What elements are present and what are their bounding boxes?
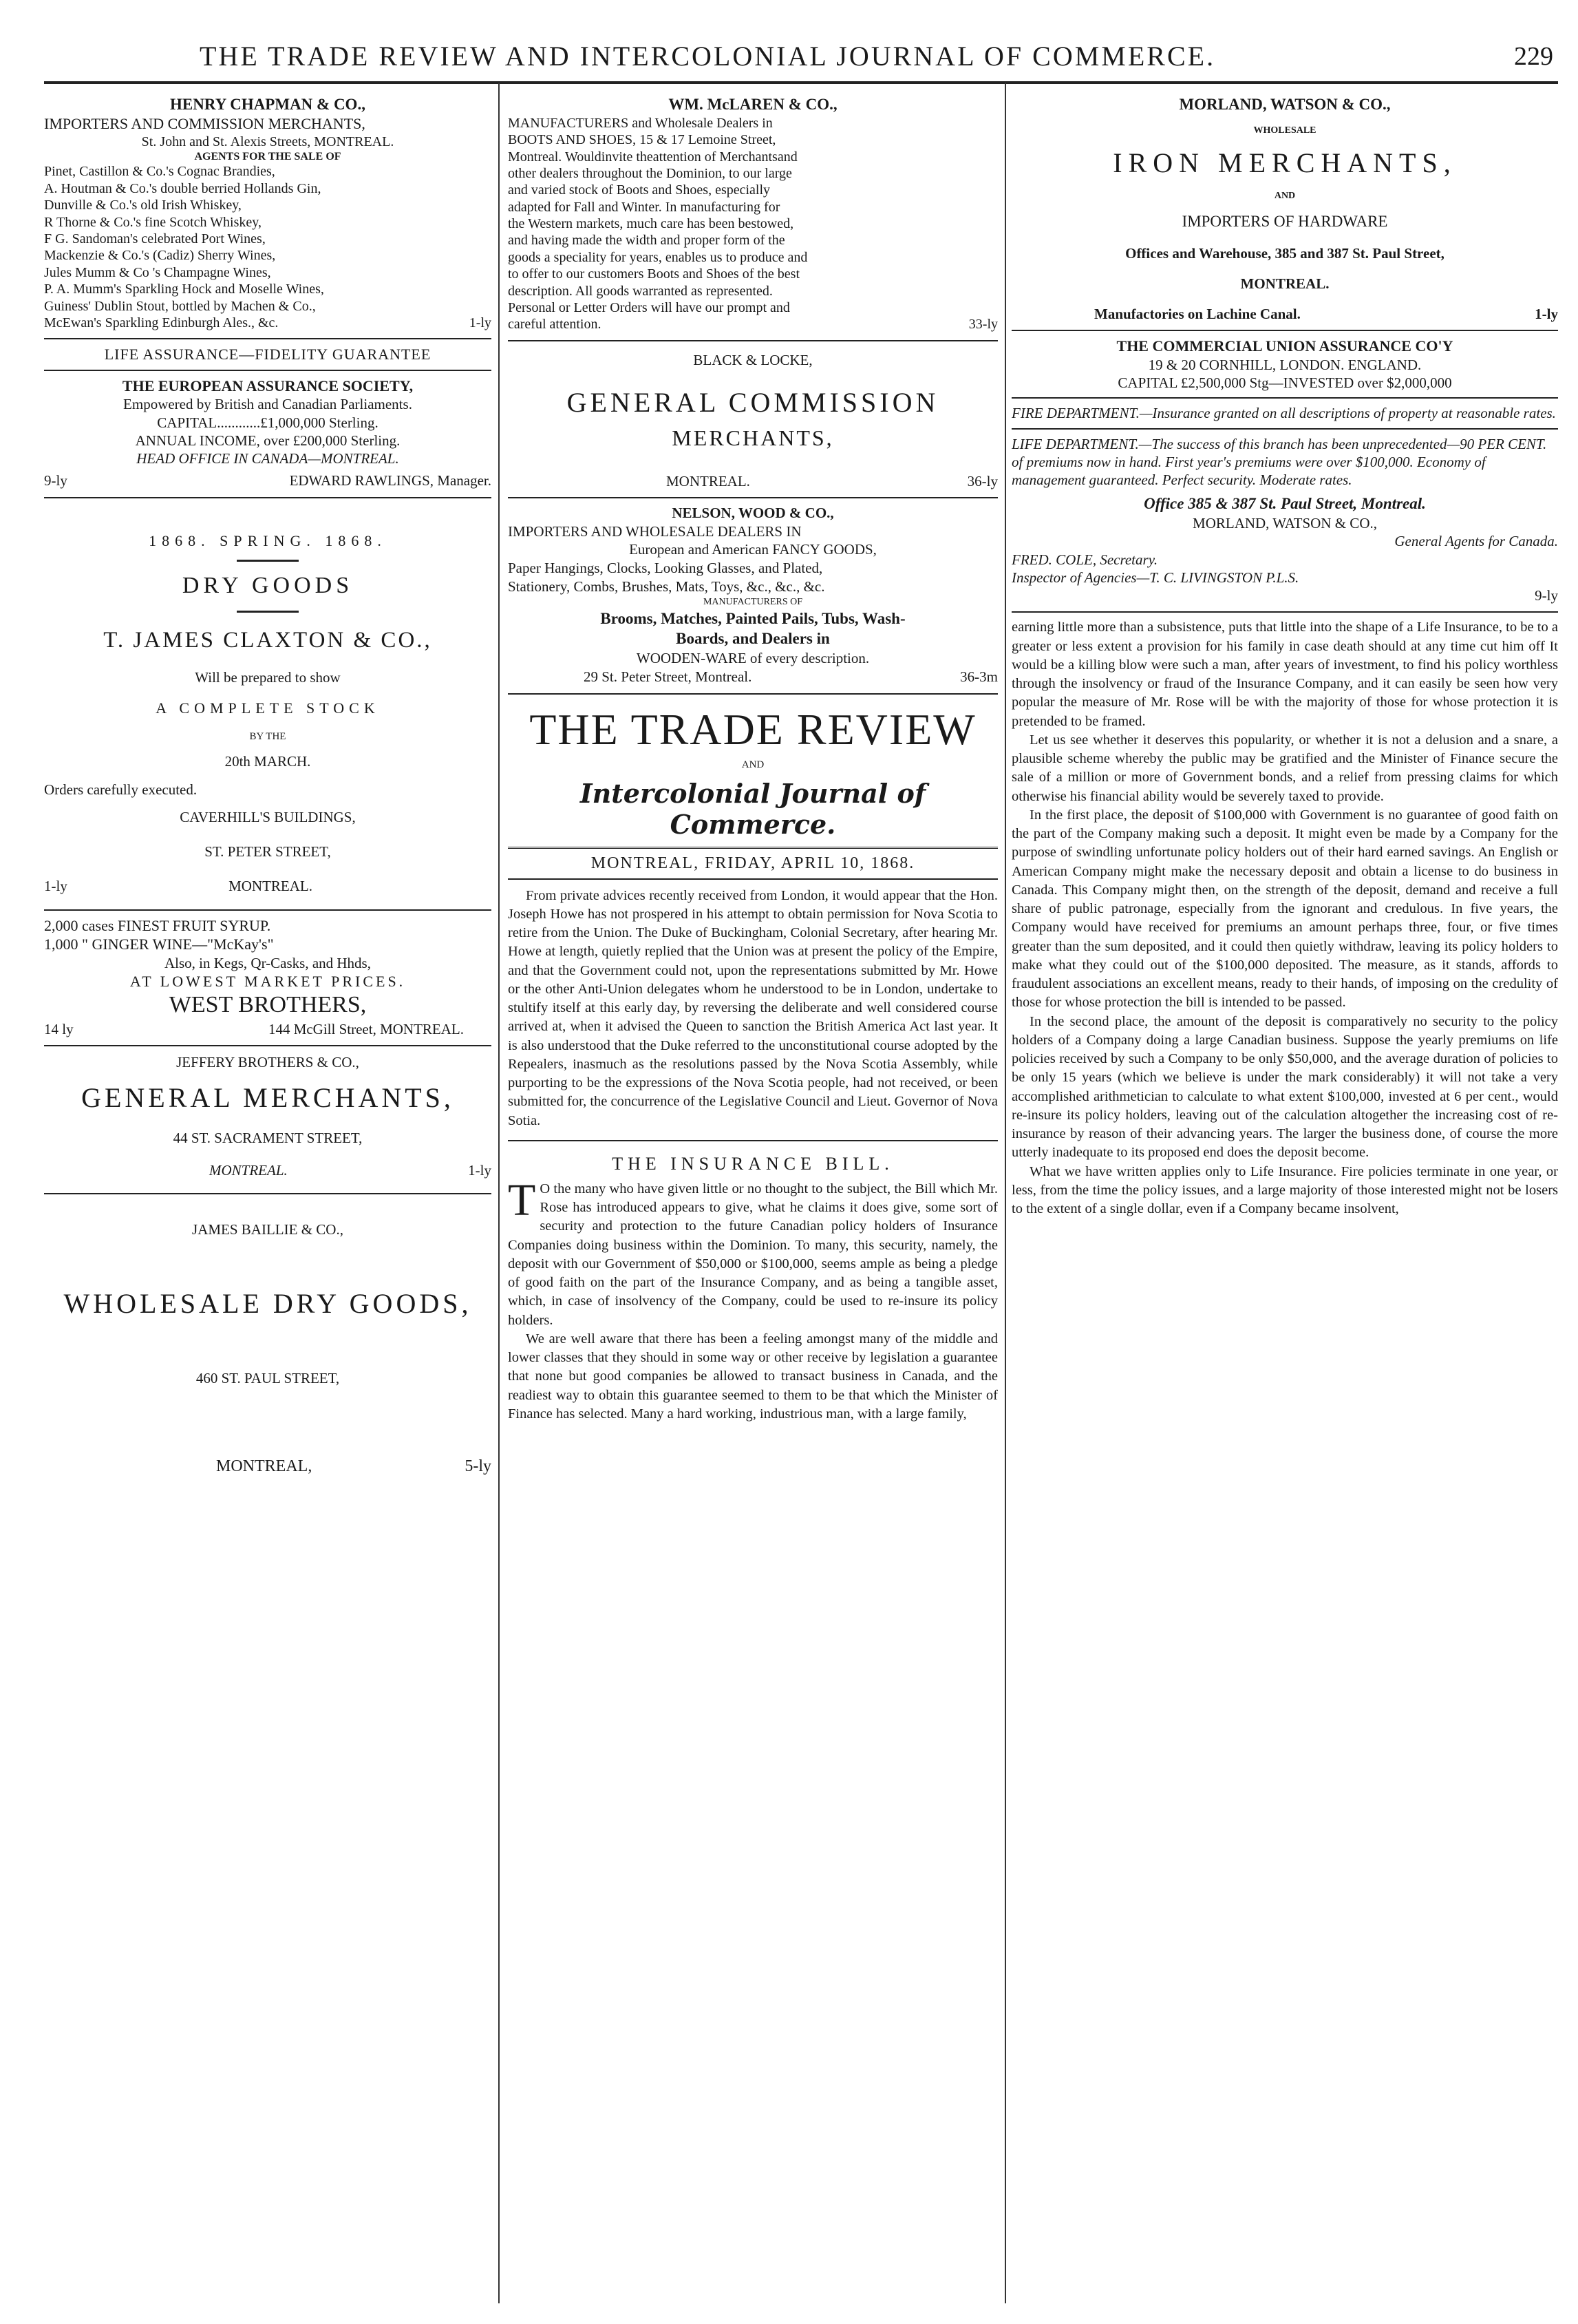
divider [1012,330,1558,331]
advert-line: description. All goods warranted as represented. [508,283,773,299]
advert-line: BOOTS AND SHOES, 15 & 17 Lemoine Street, [508,132,776,148]
advert-line: R Thorne & Co.'s fine Scotch Whiskey, [44,214,262,230]
advert-line: European and American FANCY GOODS, [629,541,877,558]
article-heading: THE INSURANCE BILL. [612,1153,894,1174]
advert-line: FRED. COLE, Secretary. [1012,551,1158,568]
advert-address: 29 St. Peter Street, Montreal. [584,668,752,685]
advert-line: MANUFACTURERS and Wholesale Dealers in [508,115,773,131]
divider [1012,611,1558,613]
advert-commercial-union [1012,337,1558,604]
advert-line: 20th MARCH. [224,753,311,770]
advert-line: Brooms, Matches, Painted Pails, Tubs, Wash- [600,609,906,627]
advert-ref: 33-ly [968,317,998,332]
advert-line: Guiness' Dublin Stout, bottled by Machen & Co., [44,298,316,314]
advert-line: Orders carefully executed. [44,781,198,798]
article-insurance-bill-continued [1012,618,1558,1218]
advert-line: IMPORTERS AND WHOLESALE DEALERS IN [508,522,802,540]
advert-heading: NELSON, WOOD & CO., [672,505,834,522]
advert-jeffery [44,1053,491,1179]
advert-footer [44,1161,491,1179]
advert-line: Inspector of Agencies—T. C. LIVINGSTON P.L.S. [1012,569,1299,586]
advert-line: Will be prepared to show [195,668,341,686]
advert-line: Empowered by British and Canadian Parliaments. [123,396,412,413]
advert-ref: 1-ly [468,1161,491,1179]
advert-body [44,115,491,332]
advert-line: BY THE [249,730,286,742]
advert-line: other dealers throughout the Dominion, to our large [508,165,792,181]
divider [44,1045,491,1046]
advert-line: MANUFACTURERS OF [703,597,803,608]
advert-heading: LIFE ASSURANCE—FIDELITY GUARANTEE [104,346,431,363]
divider [1012,428,1558,430]
article-paragraph: In the first place, the deposit of $100,000 with Government is no guarantee of good faith on the part of the Company making such a deposit. It might even be made by a Company for the purpose of swindling unfortunate policy holders out of their hard earned savings. An English or American Company might make the necessary deposit and obtain a license to do business in Canada. This Company might then, on the strength of the deposit, demand and receive a full share of public patronage, especially from the ignorant and credulous. In five years, the Company would have received for premiums an amount perhaps three, four, or five times greater than the sum deposited, and it could then quietly withdraw, leaving its policy holders to make what they could out of the $100,000 deposited. The measure, as it stands, affords to fraudulent associations an excellent means, ready to their hands, of imposing on the credulity of those for whose protection the bill is intended to be passed. [1012,807,1558,1011]
advert-ref: 9-ly [44,472,67,489]
column-left [44,95,491,1483]
advert-line: WOODEN-WARE of every description. [636,649,870,666]
divider [44,370,491,371]
advert-line: A. Houtman & Co.'s double berried Hollands Gin, [44,180,321,196]
advert-firm: WHOLESALE DRY GOODS, [63,1288,472,1320]
masthead [508,704,998,880]
advert-footer [508,472,998,490]
article-paragraph: From private advices recently received from London, it would appear that the Hon. Joseph Howe has not prospered in his attempt to obtain permission for Nova Scotia to retire from the Union. The Duke of Buckingham, Colonial Secretary, after hearing Mr. Howe at length, quietly replied that the Union was at present the policy of the Empire, and that the Government could not, upon the representations submitted by Mr. Howe or the other Anti-Union delegates whom he understood to be in London, undertake to stultify itself at this early day, by reversing the deliberate and well considered course arrived at, when it advised the Queen to sanction the British America Act last year. It is also understood that the Duke referred to the unconstitutional course adopted by the Repealers, inasmuch as the resolutions passed by the Nova Scotia Assembly, while purporting to be the expressions of the Nova Scotia people, had not received, or been submitted for, the concurrence of the Legislative Council and Lieut. Governor of Nova Sotia. [508,887,998,1128]
column-middle [508,95,998,1424]
advert-city: MONTREAL, [216,1457,312,1476]
advert-line: Stationery, Combs, Brushes, Mats, Toys, &c., &c., &c. [508,578,825,595]
advert-subheading: THE EUROPEAN ASSURANCE SOCIETY, [122,377,414,394]
advert-line: CAVERHILL'S BUILDINGS, [180,808,356,825]
column-rule [1005,83,1006,2303]
advert-firm: WEST BROTHERS, [169,992,367,1018]
advert-line: to offer to our customers Boots and Shoes of the best [508,266,800,282]
advert-morland-watson [1012,95,1558,323]
advert-ref: 1-ly [44,878,67,895]
advert-heading: DRY GOODS [182,573,354,599]
advert-city: MONTREAL. [228,878,312,895]
advert-manager: EDWARD RAWLINGS, Manager. [289,472,491,489]
advert-line: Jules Mumm & Co 's Champagne Wines, [44,264,271,280]
advert-line: 44 ST. SACRAMENT STREET, [173,1130,363,1147]
advert-firm: T. JAMES CLAXTON & CO., [103,627,432,653]
advert-footer [44,877,491,895]
column-rule [498,83,500,2303]
advert-city: MONTREAL. [209,1161,288,1179]
advert-address: 144 McGill Street, MONTREAL. [268,1020,464,1037]
advert-footer [508,668,998,686]
article-paragraph: What we have written applies only to Life Insurance. Fire policies terminate in one year, or less, from the time the policy issues, and a large majority of those interested might not be losers to the extent of a single dollar, even if a Company became insolvent, [1012,1163,1558,1216]
article-insurance-bill [508,1174,998,1424]
advert-line: WHOLESALE [1253,125,1316,136]
advert-paragraph: LIFE DEPARTMENT.—The success of this branch has been unprecedented—90 PER CENT. of premiums now in hand. First year's premiums were over $100,000. Economy of management guaranteed. Perfect security. Moderate rates. [1012,435,1547,488]
article-paragraph: O the many who have given little or no thought to the subject, the Bill which Mr. Rose has introduced appears to give, what he claims it does give, some sort of security and protection to the future Canadian policy holders of Insurance Companies doing business within the Dominion. To many, this security, namely, the deposit with our Government of $50,000 or $100,000, seems ample as being a pledge of good faith on the part of the Insurance Company, and as being a tangible asset, which, in case of insolvency of the Company, could be used to re-insure its policy holders. [508,1181,998,1328]
advert-line: ANNUAL INCOME, over £200,000 Sterling. [135,432,401,449]
advert-line: Boards, and Dealers in [676,630,830,648]
advert-ref: 5-ly [465,1457,491,1476]
divider [508,340,998,341]
advert-line: and varied stock of Boots and Shoes, especially [508,182,771,198]
advert-line: 1868. SPRING. 1868. [149,531,387,549]
advert-heading: THE COMMERCIAL UNION ASSURANCE CO'Y [1116,337,1453,355]
divider [237,560,299,562]
advert-line: CAPITAL £2,500,000 Stg—INVESTED over $2,000,000 [1118,374,1452,391]
divider [44,909,491,911]
advert-line [508,316,998,332]
divider [237,611,299,613]
advert-heading: WM. McLAREN & CO., [668,96,838,113]
advert-ref: 1-ly [469,315,491,330]
divider [1012,397,1558,399]
advert-ref: 14 ly [44,1020,74,1037]
advert-line: goods a speciality for years, enables us to produce and [508,249,808,265]
article-paragraph: Let us see whether it deserves this popularity, or whether it is not a delusion and a snare, a plausible scheme whereby the public may be gratified and the Minister of Finance secure the sale of a million or more of Government bonds, and a relief from pressing claims for which otherwise his financial ability would be severely taxed to provide. [1012,732,1558,804]
advert-last-line: McEwan's Sparkling Edinburgh Ales., &c. [44,315,279,330]
advert-line: AT LOWEST MARKET PRICES. [129,972,406,990]
article-howe [508,887,998,1130]
advert-line: Offices and Warehouse, 385 and 387 St. Paul Street, [1125,244,1444,262]
column-right [1012,95,1558,1218]
advert-chapman [44,95,491,331]
advert-heading: BLACK & LOCKE, [693,351,813,368]
advert-firm: GENERAL MERCHANTS, [81,1082,454,1114]
advert-line: adapted for Fall and Winter. In manufacturing for [508,199,780,215]
advert-line: St. John and St. Alexis Streets, MONTREAL. [141,134,394,149]
advert-line: IMPORTERS OF HARDWARE [1182,212,1388,230]
advert-line: MORLAND, WATSON & CO., [1193,515,1377,531]
journal-title: THE TRADE REVIEW AND INTERCOLONIAL JOURNAL OF COMMERCE. [200,41,1216,72]
advert-footer [44,1456,491,1477]
advert-line: MONTREAL. [1240,275,1330,292]
advert-line: Dunville & Co.'s old Irish Whiskey, [44,198,242,213]
advert-city: MONTREAL. [666,473,750,490]
advert-line: Mackenzie & Co.'s (Cadiz) Sherry Wines, [44,248,276,264]
advert-paragraph: FIRE DEPARTMENT.—Insurance granted on all descriptions of property at reasonable rates. [1012,405,1556,422]
header-rule [44,81,1558,84]
advert-heading: HENRY CHAPMAN & CO., [170,96,365,113]
drop-cap: T [508,1174,536,1225]
advert-ref: 9-ly [1535,587,1558,604]
advert-footer [44,472,491,489]
advert-line: Manufactories on Lachine Canal. [1094,306,1301,322]
article-paragraph: We are well aware that there has been a feeling amongst many of the middle and lower classes that they should in some way or other receive by legislation a guarantee that none but good companies be allowed to transact business in Canada, and the readiest way to obtain this guarantee seemed to them to be that which the Minister of Finance has selected. Many a hard working, industrious man, with a large family, [508,1331,998,1422]
advert-ref: 1-ly [1535,306,1558,322]
advert-black-locke [508,351,998,491]
advert-line: IMPORTERS AND COMMISSION MERCHANTS, [44,114,365,132]
dateline: MONTREAL, FRIDAY, APRIL 10, 1868. [508,847,998,880]
divider [508,693,998,695]
advert-line: HEAD OFFICE IN CANADA—MONTREAL. [136,450,399,467]
advert-line: Paper Hangings, Clocks, Looking Glasses, and Plated, [508,560,823,577]
article-paragraph: earning little more than a subsistence, puts that little into the shape of a Life Insurance, to be to a greater or less extent a provision for his family in case death should at any time cut him off It would be a killing blow were such a man, after years of investment, to find his policy worthless through the insolvency or fraud of the Insurance Company, and it can easily be seen how very popular the measure of Mr. Rose will be with the majority of those for whose protection it is pretended to be framed. [1012,620,1558,729]
advert-claxton [44,504,491,896]
advert-line: 19 & 20 CORNHILL, LONDON. ENGLAND. [1148,356,1422,373]
advert-footer [1012,305,1558,323]
page-number: 229 [1514,42,1553,71]
divider [44,338,491,339]
advert-line: AND [1274,191,1296,202]
advert-line: A COMPLETE STOCK [156,699,380,717]
advert-west-brothers [44,916,491,1039]
advert-line: P. A. Mumm's Sparkling Hock and Moselle Wines, [44,282,324,297]
advert-firm: IRON MERCHANTS, [1113,147,1457,179]
advert-line: Personal or Letter Orders will have our prompt and [508,300,790,316]
running-header [0,0,1578,81]
advert-body [508,522,998,686]
advert-ref: 36-ly [967,473,998,490]
advert-line: AGENTS FOR THE SALE OF [194,150,341,162]
advert-line: Montreal. Wouldinvite theattention of Merchantsand [508,149,798,165]
advert-line: Office 385 & 387 St. Paul Street, Montreal. [1144,495,1426,513]
advert-last-line: careful attention. [508,317,601,332]
advert-body [508,115,998,333]
article-paragraph: In the second place, the amount of the deposit is comparatively no security to the policy holders of a Company doing a large Canadian business. Suppose the yearly premiums on life policies received by such a Company to be only $50,000, and the average duration of policies to be only 15 years (which we believe is under the mark considerably) it will not take a very accomplished arithmetician to calculate to what extent $100,000, invested at 6 per cent., would re-insure its policy holders, leaving out of the calculation altogether the increasing cost of re-insurance by reason of their advancing years. The larger the business done, of course the more utterly inadequate to its proposed end does the deposit become. [1012,1013,1558,1161]
advert-european-assurance [44,345,491,489]
advert-line: Also, in Kegs, Qr-Casks, and Hhds, [164,954,371,971]
divider [44,1193,491,1194]
divider [508,1140,998,1141]
advert-heading: JAMES BAILLIE & CO., [192,1221,343,1238]
advert-line: and having made the width and proper form of the [508,233,785,249]
advert-footer [44,1020,491,1038]
advert-heading: MORLAND, WATSON & CO., [1179,96,1391,113]
advert-line: 2,000 cases FINEST FRUIT SYRUP. [44,916,271,934]
masthead-subtitle: Intercolonial Journal of Commerce. [579,777,926,840]
advert-line: 460 ST. PAUL STREET, [195,1370,340,1387]
advert-firm-line: MERCHANTS, [672,425,834,451]
masthead-and: AND [741,759,765,770]
advert-line: the Western markets, much care has been bestowed, [508,216,794,232]
advert-mclaren [508,95,998,333]
advert-heading: JEFFERY BROTHERS & CO., [176,1054,359,1071]
advert-line: 1,000 " GINGER WINE—"McKay's" [44,936,274,953]
advert-line: General Agents for Canada. [1394,533,1558,550]
advert-line: F G. Sandoman's celebrated Port Wines, [44,231,266,247]
masthead-title: THE TRADE REVIEW [529,704,977,754]
advert-firm: GENERAL COMMISSION [566,387,939,419]
advert-nelson-wood [508,504,998,686]
advert-baillie [44,1200,491,1477]
advert-line: ST. PETER STREET, [204,843,331,860]
advert-ref: 36-3m [960,668,998,685]
advert-line [44,315,491,331]
divider [44,497,491,498]
advert-line: Pinet, Castillon & Co.'s Cognac Brandies, [44,164,275,180]
divider [508,497,998,498]
advert-line: CAPITAL............£1,000,000 Sterling. [157,414,378,431]
